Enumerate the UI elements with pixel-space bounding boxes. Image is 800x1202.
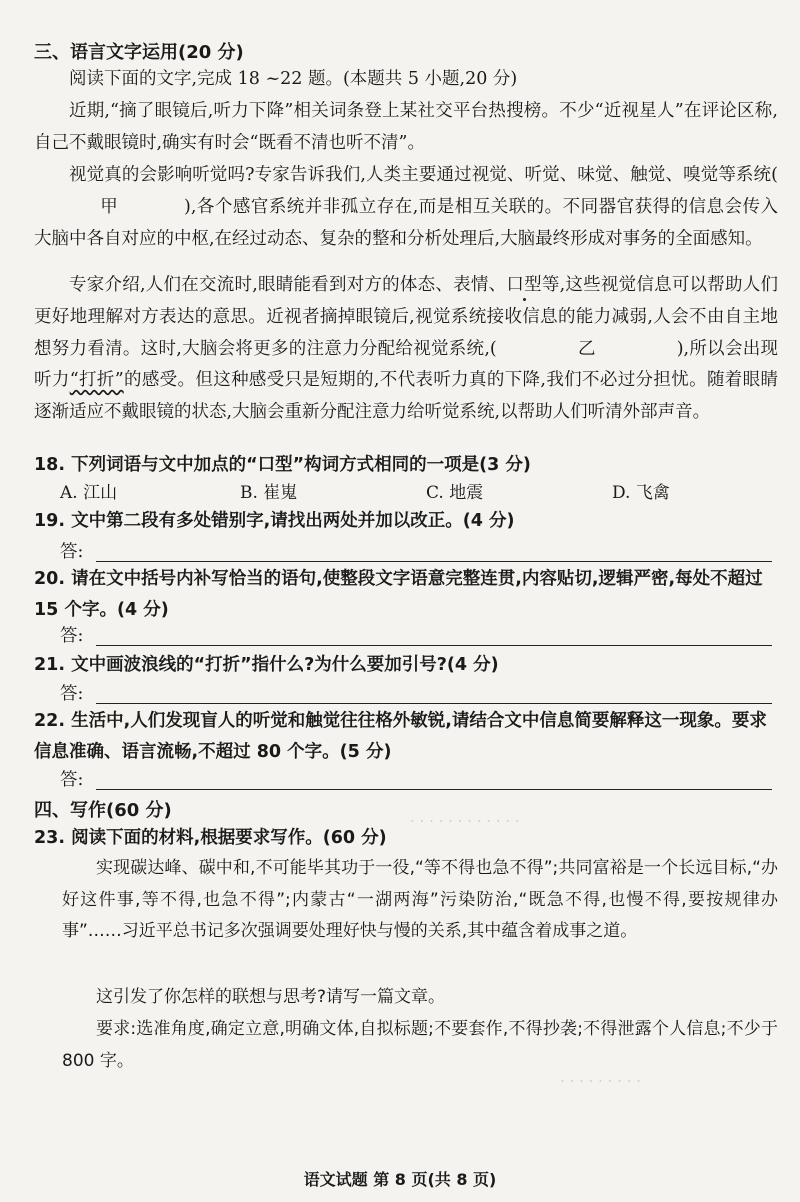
bleed-through-text: · · · · · · · · · · · ·	[410, 812, 520, 830]
writing-requirements: 要求:选准角度,确定立意,明确文体,自拟标题;不要套作,不得抄袭;不得泄露个人信息;不少于 800 字。	[62, 1019, 778, 1071]
page-footer: 语文试题 第 8 页(共 8 页)	[303, 1170, 497, 1189]
answer-line	[96, 645, 772, 646]
question-19: 19. 文中第二段有多处错别字,请找出两处并加以改正。(4 分)	[34, 511, 515, 531]
section-4-title: 四、写作(60 分)	[34, 800, 172, 821]
paragraph-2	[34, 160, 778, 255]
option-a: A. 江山	[60, 483, 118, 503]
question-21: 21. 文中画波浪线的“打折”指什么?为什么要加引号?(4 分)	[34, 655, 499, 675]
wavy-word: “打折”	[69, 370, 124, 391]
writing-material: 实现碳达峰、碳中和,不可能毕其功于一役,“等不得也急不得”;共同富裕是一个长远目标,“办好这件事,等不得,也急不得”;内蒙古“一湖两海”污染防治,“既急不得,也慢不得,要按规律办事”……习近平总书记多次强调要处理好快与慢的关系,其中蕴含着成事之道。	[62, 858, 778, 941]
answer-21	[60, 680, 772, 708]
answer-label: 答:	[60, 684, 84, 704]
question-20: 20. 请在文中括号内补写恰当的语句,使整段文字语意完整连贯,内容贴切,逻辑严密,每处不超过 15 个字。(4 分)	[34, 569, 763, 620]
option-d: D. 飞禽	[612, 483, 670, 503]
blank-jia: 甲	[100, 196, 118, 217]
section-3-title: 三、语言文字运用(20 分)	[34, 42, 244, 63]
question-22: 22. 生活中,人们发现盲人的听觉和触觉往往格外敏锐,请结合文中信息简要解释这一现象。要求信息准确、语言流畅,不超过 80 个字。(5 分)	[34, 711, 767, 762]
answer-label: 答:	[60, 770, 84, 790]
answer-line	[96, 703, 772, 704]
p2-text-b: ),各个感官系统并非孤立存在,而是相互关联的。不同器官获得的信息会传入大脑中各自对应的中枢,在经过动态、复杂的整和分析处理后,大脑最终形成对事务的全面感知。	[34, 196, 778, 249]
answer-20	[60, 622, 772, 650]
paragraph-1: 近期,“摘了眼镜后,听力下降”相关词条登上某社交平台热搜榜。不少“近视星人”在评论区称,自己不戴眼镜时,确实有时会“既看不清也听不清”。	[34, 101, 778, 153]
p3-text-d: 的感受。但这种感受只是短期的,不代表听力真的下降,我们不必过分担忧。随着眼睛逐渐适应不戴眼镜的状态,大脑会重新分配注意力给听觉系统,以帮助人们听清外部声音。	[34, 370, 778, 423]
option-c: C. 地震	[426, 483, 484, 503]
answer-label: 答:	[60, 626, 84, 646]
question-23: 23. 阅读下面的材料,根据要求写作。(60 分)	[34, 828, 387, 848]
bleed-through-text: · · · · · · · · ·	[560, 1072, 642, 1090]
answer-22	[60, 766, 772, 794]
instruction: 阅读下面的文字,完成 18 ~22 题。(本题共 5 小题,20 分)	[69, 69, 518, 89]
answer-19	[60, 538, 772, 566]
q18-options	[60, 478, 780, 508]
blank-yi: 乙	[577, 338, 596, 359]
writing-prompt: 这引发了你怎样的联想与思考?请写一篇文章。	[96, 987, 446, 1007]
question-18: 18. 下列词语与文中加点的“口型”构词方式相同的一项是(3 分)	[34, 455, 531, 475]
answer-line	[96, 789, 772, 790]
p3-text-a: 专家介绍,人们在交流时,眼睛能看到对方的体态、表情、	[69, 275, 507, 295]
option-b: B. 崔嵬	[240, 483, 298, 503]
answer-label: 答:	[60, 542, 84, 562]
p3-text-b: 等,这些视觉信息可以帮助人们更好地理解对方表达的意思。近视者摘掉眼镜后,视觉系统接收信息的能力减弱,人会不由自主地想努力看清。这时,大脑会将更多的注意力分配给视觉系统,(	[34, 275, 779, 359]
dotted-word: 口型	[506, 275, 542, 295]
answer-line	[96, 561, 772, 562]
p2-text-a: 视觉真的会影响听觉吗?专家告诉我们,人类主要通过视觉、听觉、味觉、触觉、嗅觉等系统(	[69, 165, 778, 185]
paragraph-3	[34, 270, 778, 429]
p3-text-c: ),所以会出现听力	[34, 338, 779, 391]
